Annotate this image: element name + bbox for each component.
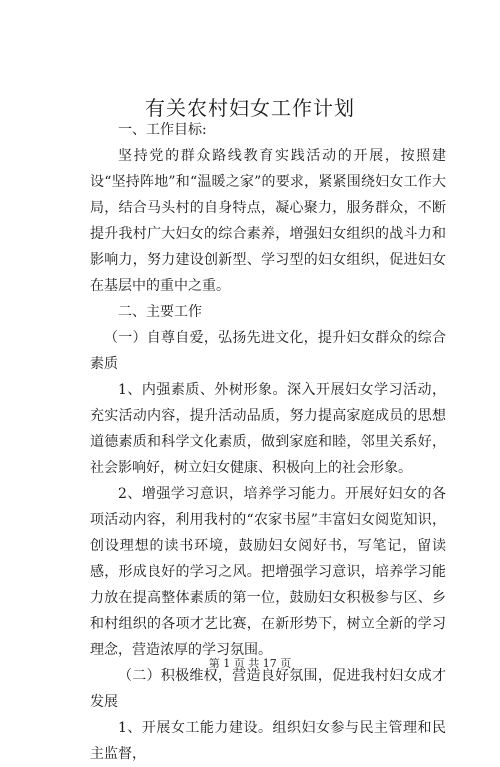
paragraph-item-1-2: 2、增强学习意识，培养学习能力。开展好妇女的各项活动内容，利用我村的“农家书屋”丰富妇女阅览知识，创设理想的读书环境，鼓励妇女阅好书，写笔记，留读感，形成良好的学习之风。把增强学习意识，培养学习能力放在提高整体素质的第一位，鼓励妇女积极参与区、乡和村组织的各项才艺比赛，在新形势下，树立全新的学习理念，营造浓厚的学习氛围。 [90,486,446,658]
paragraph-goals: 坚持党的群众路线教育实践活动的开展，按照建设“坚持阵地”和“温暖之家”的要求，紧紧围绕妇女工作大局，结合马头村的自身特点，凝心聚力，服务群众，不断提升我村广大妇女的综合素养，增强妇女组织的战斗力和影响力，努力建设创新型、学习型的妇女组织，促进妇女在基层中的重中之重。 [90,148,446,294]
paragraph-item-1-1: 1、内强素质、外树形象。深入开展妇女学习活动，充实活动内容，提升活动品质，努力提高家庭成员的思想道德素质和科学文化素质，做到家庭和睦，邻里关系好，社会影响好，树立妇女健康、积极向上的社会形象。 [90,382,446,476]
subsection-heading-2: （二）积极维权，营造良好氛围，促进我村妇女成才发展 [90,668,446,710]
section-heading-goals: 一、工作目标: [118,122,207,138]
document-title: 有关农村妇女工作计划 [145,96,355,120]
section-heading-main-work: 二、主要工作 [118,304,202,320]
paragraph-item-2-1: 1、开展女工能力建设。组织妇女参与民主管理和民主监督， [90,720,446,762]
page-footer: 第 1 页 共 17 页 [208,657,292,670]
subsection-heading-1: （一）自尊自爱，弘扬先进文化，提升妇女群众的综合素质 [90,330,446,372]
